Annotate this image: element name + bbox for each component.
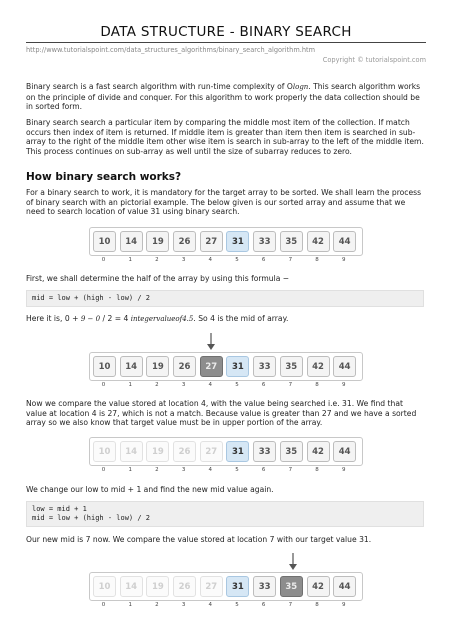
array-index-label: 8 [315, 257, 319, 263]
array-index-label: 8 [315, 467, 319, 473]
array-index-label: 5 [235, 257, 239, 263]
array-cell: 44 [333, 231, 356, 252]
array-cell: 19 [146, 356, 169, 377]
array-cell: 14 [120, 441, 143, 462]
formula-text-mid: / 2 = 4 [100, 314, 131, 323]
array-index-label: 9 [341, 257, 346, 263]
array-index-label: 2 [155, 382, 159, 388]
array-diagram-4 [89, 572, 363, 601]
source-url[interactable]: http://www.tutorialspoint.com/data_structures_algorithms/binary_search_algorithm.htm [26, 46, 316, 54]
section-paragraph-3 [26, 314, 426, 325]
array-diagram-3 [89, 437, 363, 466]
mid-arrow-icon [207, 333, 215, 350]
array-index-label: 4 [208, 467, 212, 473]
array-index-label: 8 [315, 382, 319, 388]
array-cell: 14 [120, 576, 143, 597]
array-cell: 31 [226, 576, 249, 597]
intro-text-cont: . This search algorithm works on the principle of divide and conquer. For this algorithm to work properly the data collection should be in sorted form. [26, 82, 421, 112]
array-diagram-2 [89, 352, 363, 381]
array-index-label: 0 [101, 602, 106, 608]
array-cell: 33 [253, 576, 276, 597]
copyright-notice: Copyright © tutorialspoint.com [322, 56, 426, 64]
array-cell: 26 [173, 356, 196, 377]
array-cell: 42 [307, 576, 330, 597]
formula-math-2: integervalueof4.5 [130, 315, 194, 323]
array-cell: 19 [146, 576, 169, 597]
array-index-label: 2 [155, 602, 159, 608]
array-cell: 26 [173, 441, 196, 462]
mid-arrow-icon [289, 553, 297, 570]
array-index-label: 1 [128, 257, 132, 263]
page-title: DATA STRUCTURE - BINARY SEARCH [26, 24, 426, 43]
array-index-label: 9 [341, 467, 346, 473]
array-index-label: 3 [181, 382, 186, 388]
array-indices-1 [89, 257, 363, 263]
array-cell: 27 [200, 231, 223, 252]
code-line: low = mid + 1 [32, 505, 87, 513]
array-indices-3 [89, 467, 363, 473]
array-cell: 42 [307, 356, 330, 377]
array-index-label: 7 [288, 467, 293, 473]
formula-math-1: 9 − 0 [80, 315, 101, 323]
complexity-math: logn [292, 83, 309, 91]
array-cell: 10 [93, 231, 116, 252]
array-index-label: 1 [128, 382, 132, 388]
array-index-label: 4 [208, 257, 212, 263]
section-heading: How binary search works? [26, 171, 182, 183]
array-cell: 31 [226, 356, 249, 377]
code-block-1: mid = low + (high - low) / 2 [26, 290, 424, 307]
section-paragraph-5: We change our low to mid + 1 and find the new mid value again. [26, 485, 274, 494]
array-cell: 35 [280, 576, 303, 597]
array-index-label: 1 [128, 467, 132, 473]
array-cell: 44 [333, 356, 356, 377]
array-index-label: 5 [235, 602, 239, 608]
array-cell: 10 [93, 356, 116, 377]
array-index-label: 1 [128, 602, 132, 608]
array-cell: 19 [146, 231, 169, 252]
array-index-label: 9 [341, 602, 346, 608]
array-cell: 27 [200, 441, 223, 462]
array-indices-4 [89, 602, 363, 608]
array-index-label: 7 [288, 382, 293, 388]
array-index-label: 7 [288, 257, 293, 263]
array-cell: 31 [226, 231, 249, 252]
array-cell: 33 [253, 356, 276, 377]
array-index-label: 5 [235, 382, 239, 388]
array-cell: 42 [307, 441, 330, 462]
array-cell: 31 [226, 441, 249, 462]
array-cell: 35 [280, 231, 303, 252]
array-index-label: 2 [155, 467, 159, 473]
code-line: mid = low + (high - low) / 2 [32, 514, 151, 522]
formula-text: Here it is, 0 + [26, 314, 81, 323]
array-cell: 14 [120, 231, 143, 252]
code-block-2 [26, 501, 424, 527]
array-index-label: 4 [208, 602, 212, 608]
array-index-label: 3 [181, 467, 186, 473]
array-index-label: 5 [235, 467, 239, 473]
array-cell: 42 [307, 231, 330, 252]
array-index-label: 3 [181, 602, 186, 608]
array-index-label: 4 [208, 382, 212, 388]
array-cell: 44 [333, 441, 356, 462]
array-index-label: 2 [155, 257, 159, 263]
array-cell: 44 [333, 576, 356, 597]
section-paragraph-4: Now we compare the value stored at location 4, with the value being searched i.e. 31. We find that value at location 4 is 27, which is not a match. Because value is greater than 27 and we have a sorted array so we also know that target value must be in upper portion of the array. [26, 399, 417, 428]
array-index-label: 6 [261, 257, 266, 263]
array-index-label: 0 [101, 382, 106, 388]
array-cell: 14 [120, 356, 143, 377]
array-index-label: 6 [261, 602, 266, 608]
array-diagram-1 [89, 227, 363, 256]
array-index-label: 3 [181, 257, 186, 263]
array-index-label: 0 [101, 467, 106, 473]
array-cell: 27 [200, 576, 223, 597]
array-index-label: 6 [261, 467, 266, 473]
array-index-label: 9 [341, 382, 346, 388]
array-cell: 10 [93, 441, 116, 462]
array-cell: 27 [200, 356, 223, 377]
array-cell: 33 [253, 231, 276, 252]
array-indices-2 [89, 382, 363, 388]
section-paragraph-1: For a binary search to work, it is mandatory for the target array to be sorted. We shall learn the process of binary search with an pictorial example. The below given is our sorted array and assume that we need to search location of value 31 using binary search. [26, 188, 422, 217]
intro-text: Binary search is a fast search algorithm with run-time complexity of Ο [26, 82, 293, 91]
formula-text-post: . So 4 is the mid of array. [193, 314, 289, 323]
array-cell: 33 [253, 441, 276, 462]
array-index-label: 0 [101, 257, 106, 263]
array-index-label: 8 [315, 602, 319, 608]
array-cell: 10 [93, 576, 116, 597]
section-paragraph-2: First, we shall determine the half of the array by using this formula − [26, 274, 290, 283]
array-cell: 26 [173, 576, 196, 597]
array-index-label: 7 [288, 602, 293, 608]
intro-paragraph-1 [26, 82, 426, 112]
array-cell: 35 [280, 356, 303, 377]
section-paragraph-6: Our new mid is 7 now. We compare the value stored at location 7 with our target value 31. [26, 535, 372, 544]
intro-paragraph-2: Binary search search a particular item by comparing the middle most item of the collection. If match occurs then index of item is returned. If middle item is greater than item then item is searched in sub-array to the right of the middle item other wise item is search in sub-array to the left of the middle item. This process continues on sub-array as well until the size of subarray reduces to zero. [26, 118, 424, 156]
array-index-label: 6 [261, 382, 266, 388]
array-cell: 35 [280, 441, 303, 462]
array-cell: 26 [173, 231, 196, 252]
array-cell: 19 [146, 441, 169, 462]
